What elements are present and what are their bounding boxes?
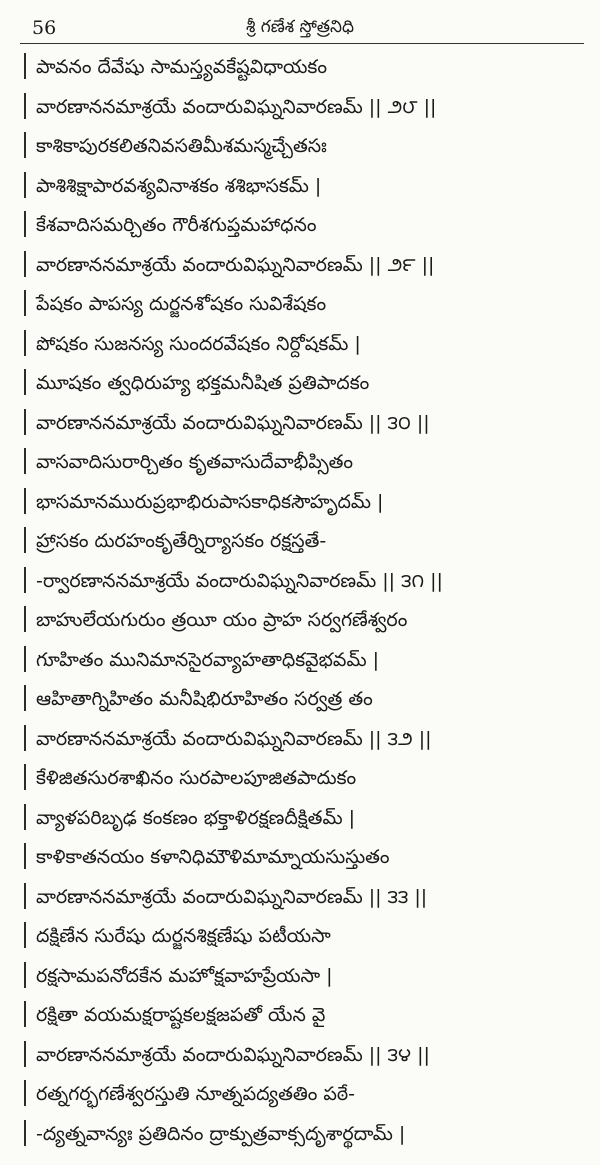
line-margin-bar (24, 330, 26, 356)
verse-line (0, 169, 600, 203)
verse-text: పాశిశిక్షాపారవశ్యవినాశకం శశిభాసకమ్ | (36, 174, 322, 197)
verse-text: మూషకం త్వధిరుహ్య భక్తమనీషిత ప్రతిపాదకం (36, 372, 370, 394)
verse-text: ఆహితాగ్నిహితం మనీషిభిరూహితం సర్వత్ర తం (36, 688, 373, 710)
verse-line (0, 880, 600, 914)
line-margin-bar (24, 53, 26, 79)
line-margin-bar (24, 369, 26, 395)
line-margin-bar (24, 764, 26, 790)
verse-line (0, 919, 600, 953)
page-header (0, 0, 600, 44)
verse-text: వారణాననమాశ్రయే వందారువిఘ్ననివారణమ్ || ౨౮ || (36, 95, 437, 118)
verse-text: రక్షసామపనోదకేన మహోక్షవాహప్రేయసా | (36, 964, 333, 987)
verse-line (0, 406, 600, 440)
line-margin-bar (24, 172, 26, 198)
verse-text: పేషకం పాపస్య దుర్జనశోషకం సువిశేషకం (36, 293, 327, 315)
line-margin-bar (24, 211, 26, 237)
verse-line (0, 524, 600, 558)
verse-line (0, 1038, 600, 1072)
line-margin-bar (24, 251, 26, 277)
verse-text: పోషకం సుజనస్య సుందరవేషకం నిర్దోషకమ్ | (36, 332, 361, 355)
verse-text: కాశికాపురకలితనివసతిమీశమస్మచ్చేతసః (36, 135, 327, 157)
verse-text: వ్యాళపరిబృఢ కంకణం భక్తాళిరక్షణదీక్షితమ్ | (36, 806, 355, 829)
line-margin-bar (24, 1001, 26, 1027)
line-margin-bar (24, 1041, 26, 1067)
verse-text: భాసమానమురుప్రభాభిరుపాసకాధికసౌహృదమ్ | (36, 490, 384, 513)
verse-line (0, 445, 600, 479)
verse-line (0, 485, 600, 519)
line-margin-bar (24, 804, 26, 830)
line-margin-bar (24, 962, 26, 988)
verse-text: కాళికాతనయం కళానిధిమౌళిమామ్నాయసుస్తుతం (36, 846, 390, 868)
line-margin-bar (24, 606, 26, 632)
verse-text: వారణాననమాశ్రయే వందారువిఘ్ననివారణమ్ || ౩౪ || (36, 1043, 430, 1066)
line-margin-bar (24, 448, 26, 474)
verse-line (0, 129, 600, 163)
line-margin-bar (24, 685, 26, 711)
verse-line (0, 761, 600, 795)
line-margin-bar (24, 409, 26, 435)
line-margin-bar (24, 922, 26, 948)
verse-text: వారణాననమాశ్రయే వందారువిఘ్ననివారణమ్ || ౩౦ || (36, 411, 430, 434)
verse-line (0, 50, 600, 84)
line-margin-bar (24, 843, 26, 869)
verse-line (0, 366, 600, 400)
verse-line (0, 682, 600, 716)
line-margin-bar (24, 93, 26, 119)
verse-line (0, 248, 600, 282)
verse-text: రక్షితా వయమక్షరాష్టకలక్షజపతో యేన వై (36, 1004, 326, 1026)
verse-text: హ్రాసకం దురహంకృతేర్నిర్యాసకం రక్షస్తతే- (36, 530, 327, 552)
verse-line (0, 327, 600, 361)
verse-line (0, 959, 600, 993)
verse-text: కేళిజితసురశాఖినం సురపాలపూజితపాదుకం (36, 767, 357, 789)
verse-text: కేశవాదిసమర్చితం గౌరీశగుప్తమహాధనం (36, 214, 317, 236)
line-margin-bar (24, 1080, 26, 1106)
verse-text: గూహితం మునిమానసైరవ్యాహతాధికవైభవమ్ | (36, 648, 379, 671)
page-number: 56 (32, 17, 57, 39)
verse-line (0, 287, 600, 321)
line-margin-bar (24, 725, 26, 751)
line-margin-bar (24, 646, 26, 672)
verse-text: -ద్యత్నవాన్యః ప్రతిదినం ద్రాక్పుత్రవాక్సదృశార్థదామ్ | (36, 1122, 406, 1145)
verse-text: వారణాననమాశ్రయే వందారువిఘ్ననివారణమ్ || ౩౨ || (36, 727, 432, 750)
verse-text: బాహులేయగురుం త్రయీ యం ప్రాహ సర్వగణేశ్వరం (36, 609, 408, 631)
verse-line (0, 603, 600, 637)
verse-text: దక్షిణేన సురేషు దుర్జనశిక్షణేషు పటీయసా (36, 925, 331, 947)
verse-text: పావనం దేవేషు సామస్త్యవకేష్టవిధాయకం (36, 56, 327, 78)
verse-line (0, 1077, 600, 1111)
line-margin-bar (24, 132, 26, 158)
verse-text: వాసవాదిసురార్చితం కృతవాసుదేవాభీప్సితం (36, 451, 354, 473)
verse-line (0, 801, 600, 835)
line-margin-bar (24, 290, 26, 316)
running-title: శ్రీ గణేశ స్తోత్రనిధి (246, 17, 354, 37)
verse-line (0, 1117, 600, 1151)
line-margin-bar (24, 883, 26, 909)
verse-line (0, 722, 600, 756)
verse-text: -ర్వారణాననమాశ్రయే వందారువిఘ్ననివారణమ్ || ౩౧ || (36, 569, 443, 592)
line-margin-bar (24, 567, 26, 593)
verse-text: వారణాననమాశ్రయే వందారువిఘ్ననివారణమ్ || ౩౩ || (36, 885, 428, 908)
verse-line (0, 840, 600, 874)
verse-text: రత్నగర్భగణేశ్వరస్తుతి నూత్నపద్యతతిం పఠే- (36, 1083, 356, 1105)
line-margin-bar (24, 1120, 26, 1146)
verse-line (0, 208, 600, 242)
verse-line (0, 998, 600, 1032)
verse-line (0, 564, 600, 598)
line-margin-bar (24, 488, 26, 514)
verse-text: వారణాననమాశ్రయే వందారువిఘ్ననివారణమ్ || ౨౯ || (36, 253, 435, 276)
verse-line (0, 643, 600, 677)
verse-line (0, 90, 600, 124)
verse-body (0, 50, 600, 1160)
header-rule (20, 43, 584, 44)
line-margin-bar (24, 527, 26, 553)
